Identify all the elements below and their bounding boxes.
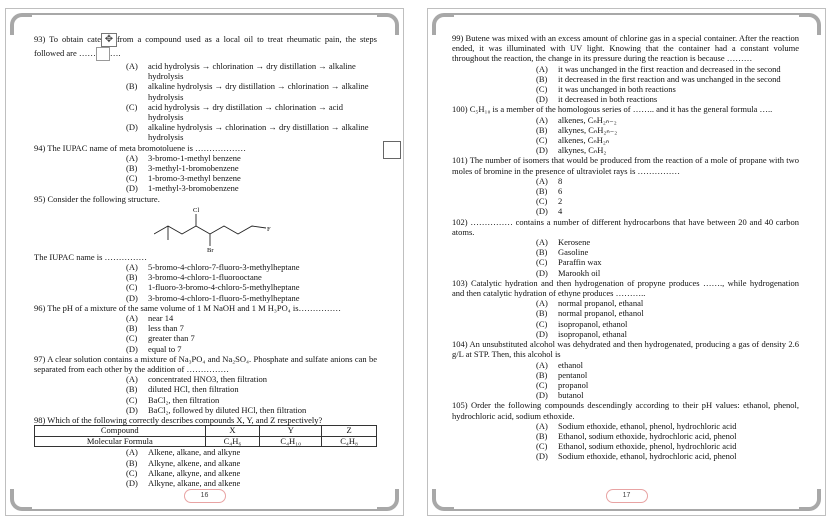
option-text: pentanol	[558, 369, 588, 380]
option-letter: (C)	[126, 101, 138, 112]
answer-option[interactable]	[452, 64, 799, 74]
page-number: 17	[606, 489, 648, 503]
option-letter: (C)	[536, 441, 548, 452]
option-text: Alkene, alkane, and alkyne	[148, 447, 241, 458]
answer-option[interactable]	[34, 81, 377, 101]
option-text: 3-bromo-1-methyl benzene	[148, 152, 241, 163]
question-stem: 96) The pH of a mixture of the same volume of 1 M NaOH and 1 M H₃PO₄ is……………	[34, 302, 342, 313]
option-letter: (D)	[126, 477, 138, 488]
option-letter: (A)	[126, 374, 138, 385]
option-letter: (A)	[536, 237, 548, 248]
compound-table	[34, 425, 377, 447]
option-letter: (B)	[126, 163, 138, 174]
option-text: it decreased in both reactions	[558, 94, 658, 105]
answer-option[interactable]	[34, 447, 377, 457]
option-letter: (C)	[126, 173, 138, 184]
page-number: 16	[184, 489, 226, 503]
option-text: Sodium ethoxide, ethanol, hydrochloric acid, phenol	[558, 451, 737, 462]
answer-option[interactable]	[34, 384, 377, 394]
question-stem: 97) A clear solution contains a mixture of Na₃PO₄ and Na₂SO₄. Phosphate and sulfate anions can be separated from each other by the addition of ……………	[34, 353, 377, 375]
option-text: ethanol	[558, 359, 584, 370]
answer-option[interactable]	[34, 102, 377, 122]
page-frame-corner	[377, 489, 399, 511]
option-letter: (C)	[536, 135, 548, 146]
page-frame-corner	[799, 13, 821, 35]
question-104	[452, 339, 799, 400]
option-text: 3-methyl-1-bromobenzene	[148, 163, 239, 174]
checkbox-placeholder[interactable]	[383, 141, 401, 159]
page-frame-top	[454, 13, 799, 15]
answer-option[interactable]	[452, 380, 799, 390]
option-text: Alkane, alkyne, and alkene	[148, 467, 241, 478]
question-stem: 103) Catalytic hydration and then hydrogenation of propyne produces ……., while hydrogenation and then catalytic hydration of ethyne produces ………..	[452, 277, 799, 299]
option-text: equal to 7	[148, 343, 182, 354]
question-stem-text: ….	[109, 47, 121, 58]
option-text: 8	[558, 175, 563, 186]
answer-option[interactable]	[452, 196, 799, 206]
option-text: Ethanol, sodium ethoxide, hydrochloric acid, phenol	[558, 430, 737, 441]
option-text: greater than 7	[148, 333, 195, 344]
question-stem: 98) Which of the following correctly describes compounds X, Y, and Z respectively?	[34, 415, 323, 426]
option-text: near 14	[148, 313, 174, 324]
answer-option[interactable]	[34, 61, 377, 81]
fluorine-label: F	[267, 225, 271, 233]
option-letter: (C)	[536, 257, 548, 268]
chlorine-label: Cl	[193, 206, 200, 214]
option-letter: (A)	[126, 313, 138, 324]
answer-option[interactable]	[452, 135, 799, 145]
option-letter: (B)	[536, 124, 548, 135]
option-letter: (D)	[536, 267, 548, 278]
answer-option[interactable]	[34, 374, 377, 384]
page-frame-corner	[432, 13, 454, 35]
option-letter: (A)	[536, 114, 548, 125]
option-text: isopropanol, ethanol	[558, 318, 628, 329]
option-text: alkaline hydrolysis → dry distillation → chlorination → alkaline hydrolysis	[148, 81, 369, 102]
option-text: acid hydrolysis → chlorination → dry distillation → alkaline hydrolysis	[148, 61, 356, 82]
option-letter: (B)	[126, 384, 138, 395]
move-handle-icon[interactable]: ✥	[101, 33, 117, 47]
answer-option[interactable]	[34, 173, 377, 183]
question-101	[452, 155, 799, 216]
answer-option[interactable]	[452, 186, 799, 196]
page-frame-bottom	[454, 509, 799, 511]
table-header-cell: Z	[322, 426, 377, 437]
option-text: normal propanol, ethanal	[558, 298, 644, 309]
answer-option[interactable]	[452, 84, 799, 94]
option-text: alkaline hydrolysis → chlorination → dry distillation → alkaline hydrolysis	[148, 122, 369, 143]
question-stem: 101) The number of isomers that would be produced from the reaction of a mole of propane with two moles of bromine in the presence of ultraviolet rays is ……………	[452, 155, 799, 176]
option-letter: (B)	[536, 73, 548, 84]
option-text: Marookh oil	[558, 267, 601, 278]
page-frame-bottom	[32, 509, 377, 511]
option-letter: (B)	[126, 272, 138, 283]
answer-option[interactable]	[34, 183, 377, 193]
option-letter: (D)	[126, 343, 138, 354]
option-letter: (D)	[536, 145, 548, 156]
question-stem-text: from a compound used as a local oil to treat rheumatic pain, the steps followed are ……	[34, 33, 377, 58]
option-text: 3-bromo-4-chloro-1-fluorooctane	[148, 272, 262, 283]
answer-option[interactable]	[34, 293, 377, 303]
option-text: alkynes, CₙH₂ₙ₋₂	[558, 124, 618, 135]
answer-option[interactable]	[452, 360, 799, 370]
option-letter: (A)	[536, 359, 548, 370]
page-left	[5, 8, 404, 516]
answer-option[interactable]	[452, 319, 799, 329]
question-stem: 99) Butene was mixed with an excess amount of chlorine gas in a special container. After the reaction ended, it was illuminated with UV light. Knowing that the container had a constant volume throughout the reaction, the change in its pressure during the reaction is because ………	[452, 33, 799, 64]
option-letter: (B)	[536, 247, 548, 258]
option-letter: (D)	[126, 404, 138, 415]
option-text: butanol	[558, 390, 584, 401]
answer-option[interactable]	[452, 125, 799, 135]
option-letter: (A)	[126, 262, 138, 273]
question-stem: 100) C₅H₁₀ is a member of the homologous series of …….. and it has the general formula …..	[452, 104, 773, 115]
answer-option[interactable]	[452, 370, 799, 380]
answer-option[interactable]	[34, 323, 377, 333]
answer-option[interactable]	[452, 451, 799, 461]
option-text: 6	[558, 186, 563, 197]
option-text: Sodium ethoxide, ethanol, phenol, hydrochloric acid	[558, 420, 737, 431]
option-letter: (D)	[536, 94, 548, 105]
option-letter: (A)	[126, 61, 138, 71]
question-93	[34, 33, 377, 143]
option-text: diluted HCl, then filtration	[148, 384, 239, 395]
question-stem: 104) An unsubstituted alcohol was dehydrated and then hydrogenated, producing a gas of density 2.6 g/L at STP. Then, this alcohol is	[452, 339, 799, 360]
option-text: it was unchanged in both reactions	[558, 84, 676, 95]
answer-option[interactable]	[452, 115, 799, 125]
question-105	[452, 400, 799, 461]
answer-option[interactable]	[452, 421, 799, 431]
table-header-cell: Y	[260, 426, 322, 437]
option-text: Kerosene	[558, 237, 591, 248]
question-99	[452, 33, 799, 104]
option-text: Alkyne, alkene, and alkane	[148, 457, 241, 468]
option-letter: (B)	[126, 81, 138, 92]
option-letter: (D)	[536, 390, 548, 401]
option-text: less than 7	[148, 323, 184, 334]
answer-option[interactable]	[34, 458, 377, 468]
table-cell: C₄H₈	[322, 436, 377, 447]
option-text: acid hydrolysis → dry distillation → chlorination → acid hydrolysis	[148, 101, 343, 123]
question-stem: 105) Order the following compounds descendingly according to their pH values: ethanol, phenol, hydrochloric acid, sodium ethoxide.	[452, 400, 799, 421]
option-text: BaCl₂, followed by diluted HCl, then filtration	[148, 404, 307, 415]
option-letter: (C)	[126, 467, 138, 478]
option-text: normal propanol, ethanol	[558, 308, 644, 319]
option-letter: (A)	[536, 420, 548, 431]
option-letter: (B)	[126, 457, 138, 468]
answer-option[interactable]	[452, 257, 799, 267]
option-text: 3-bromo-4-chloro-1-fluoro-5-methylheptane	[148, 292, 300, 303]
option-letter: (A)	[126, 152, 138, 163]
answer-option[interactable]	[34, 122, 377, 142]
option-text: Gasoline	[558, 247, 589, 258]
question-102	[452, 217, 799, 278]
page-frame-corner	[799, 489, 821, 511]
option-text: propanol	[558, 379, 589, 390]
image-placeholder-icon	[96, 47, 110, 61]
answer-option[interactable]	[34, 333, 377, 343]
question-stem: 94) The IUPAC name of meta bromotoluene is ………………	[34, 142, 247, 153]
answer-option[interactable]	[34, 405, 377, 415]
option-text: Alkyne, alkane, and alkene	[148, 477, 241, 488]
option-letter: (C)	[536, 318, 548, 329]
question-97	[34, 354, 377, 415]
question-stem: The IUPAC name is ……………	[34, 251, 148, 262]
answer-option[interactable]	[34, 153, 377, 163]
option-text: 2	[558, 196, 563, 207]
option-letter: (C)	[126, 282, 138, 293]
option-text: alkynes, CₙH₂	[558, 145, 607, 156]
answer-option[interactable]	[452, 298, 799, 308]
option-letter: (B)	[536, 186, 548, 197]
answer-option[interactable]	[452, 176, 799, 186]
answer-option[interactable]	[452, 237, 799, 247]
answer-option[interactable]	[452, 308, 799, 318]
answer-option[interactable]	[452, 390, 799, 400]
table-cell: C₄H₁₀	[260, 436, 322, 447]
option-text: alkenes, CₙH₂ₙ₋₂	[558, 114, 617, 125]
option-letter: (D)	[126, 183, 138, 194]
option-letter: (D)	[536, 328, 548, 339]
option-letter: (D)	[536, 206, 548, 217]
bromine-label: Br	[207, 246, 214, 252]
option-letter: (D)	[126, 292, 138, 303]
answer-option[interactable]	[34, 313, 377, 323]
answer-option[interactable]	[34, 344, 377, 354]
option-letter: (A)	[126, 447, 138, 458]
answer-option[interactable]	[34, 395, 377, 405]
option-letter: (B)	[126, 323, 138, 334]
option-letter: (D)	[126, 122, 138, 133]
answer-option[interactable]	[452, 441, 799, 451]
option-text: alkenes, CₙH₂ₙ	[558, 135, 610, 146]
option-letter: (A)	[536, 63, 548, 74]
option-letter: (A)	[536, 175, 548, 186]
option-letter: (B)	[536, 369, 548, 380]
answer-option[interactable]	[34, 468, 377, 478]
table-cell: C₄H₆	[205, 436, 260, 447]
option-text: isopropanol, ethanal	[558, 328, 627, 339]
page-frame-corner	[432, 489, 454, 511]
question-stem	[34, 33, 377, 61]
answer-option[interactable]	[34, 478, 377, 488]
answer-option[interactable]	[452, 431, 799, 441]
table-header-cell: X	[205, 426, 260, 437]
answer-option[interactable]	[452, 74, 799, 84]
answer-option[interactable]	[452, 247, 799, 257]
page-frame-corner	[10, 489, 32, 511]
question-stem: 95) Consider the following structure.	[34, 193, 160, 204]
option-letter: (C)	[536, 196, 548, 207]
page-frame-top	[32, 13, 377, 15]
page-right	[427, 8, 826, 516]
answer-option[interactable]	[452, 329, 799, 339]
option-text: Paraffin wax	[558, 257, 602, 268]
table-header-cell: Compound	[35, 426, 206, 437]
table-cell: Molecular Formula	[35, 436, 206, 447]
option-text: 5-bromo-4-chloro-7-fluoro-3-methylheptane	[148, 262, 300, 273]
answer-option[interactable]	[34, 262, 377, 272]
answer-option[interactable]	[34, 282, 377, 292]
option-letter: (C)	[126, 333, 138, 344]
question-96	[34, 303, 377, 354]
option-letter: (B)	[536, 430, 548, 441]
option-text: 1-methyl-3-bromobenzene	[148, 183, 239, 194]
option-text: BaCl₂, then filtration	[148, 394, 220, 405]
answer-option[interactable]	[452, 206, 799, 216]
option-text: it decreased in the first reaction and was unchanged in the second	[558, 73, 781, 84]
option-text: it was unchanged in the first reaction and decreased in the second	[558, 63, 781, 74]
option-letter: (D)	[536, 451, 548, 462]
option-text: 4	[558, 206, 563, 217]
option-text: Ethanol, sodium ethoxide, phenol, hydrochloric acid	[558, 441, 737, 452]
question-stem-text: 93) To obtain cate	[34, 33, 101, 44]
chemical-structure	[154, 204, 377, 252]
option-letter: (A)	[536, 298, 548, 309]
question-100	[452, 104, 799, 155]
question-103	[452, 278, 799, 339]
option-text: 1-fluoro-3-bromo-4-chloro-5-methylheptane	[148, 282, 300, 293]
question-94	[34, 143, 377, 194]
option-letter: (B)	[536, 308, 548, 319]
option-letter: (C)	[536, 84, 548, 95]
answer-option[interactable]	[452, 268, 799, 278]
question-98	[34, 415, 377, 488]
option-letter: (C)	[536, 379, 548, 390]
answer-option[interactable]	[34, 272, 377, 282]
page-frame-corner	[10, 13, 32, 35]
option-text: concentrated HNO3, then filtration	[148, 374, 267, 385]
page-frame-corner	[377, 13, 399, 35]
question-95	[34, 194, 377, 303]
answer-option[interactable]	[34, 163, 377, 173]
option-text: 1-bromo-3-methyl benzene	[148, 173, 241, 184]
question-stem: 102) …………… contains a number of different hydrocarbons that have between 20 and 40 carbon atoms.	[452, 216, 799, 237]
option-letter: (C)	[126, 394, 138, 405]
answer-option[interactable]	[452, 145, 799, 155]
answer-option[interactable]	[452, 94, 799, 104]
